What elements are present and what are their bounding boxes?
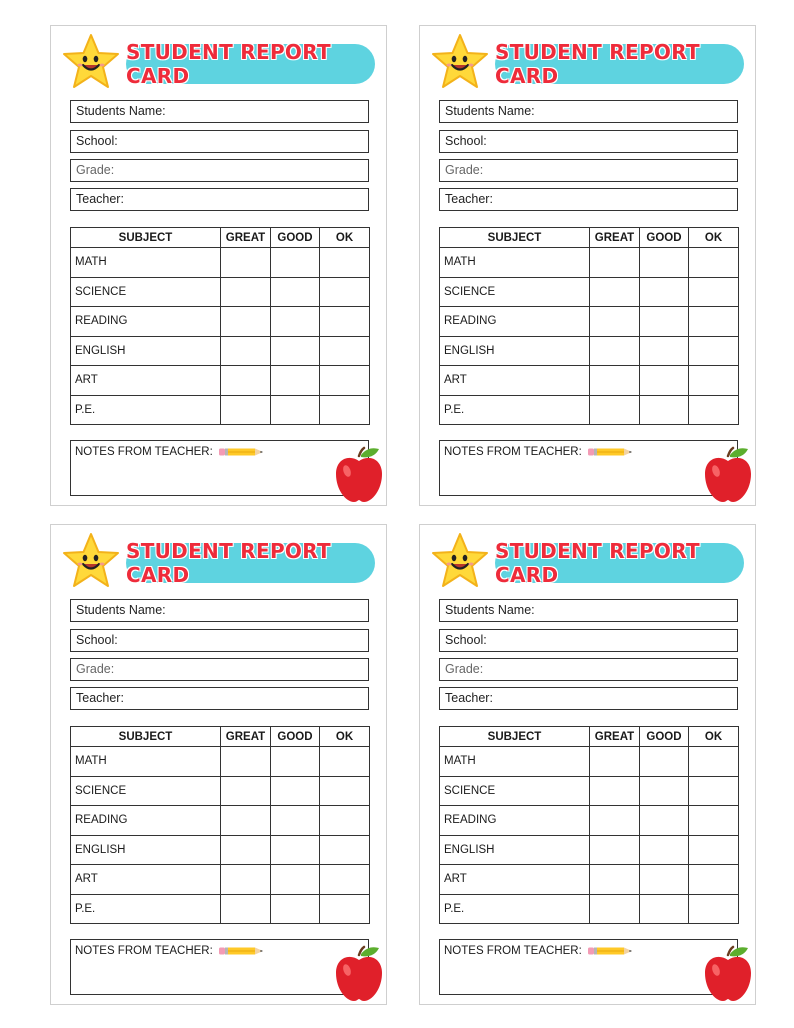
grade-field[interactable]: Grade: (439, 658, 738, 681)
teacher-field[interactable]: Teacher: (70, 188, 369, 211)
report-card-title: STUDENT REPORT CARD (126, 543, 375, 583)
table-row (440, 894, 739, 924)
teacher-field[interactable]: Teacher: (70, 687, 369, 710)
good-cell[interactable] (640, 248, 689, 278)
ok-cell[interactable] (689, 747, 739, 777)
ok-cell[interactable] (320, 307, 370, 337)
students-name-field[interactable]: Students Name: (439, 599, 738, 622)
ok-cell[interactable] (689, 395, 739, 425)
subject-header: SUBJECT (71, 727, 221, 747)
great-cell[interactable] (221, 248, 271, 278)
table-row (440, 366, 739, 396)
ok-cell[interactable] (689, 336, 739, 366)
apple-icon (703, 446, 753, 504)
ok-cell[interactable] (320, 806, 370, 836)
great-cell[interactable] (221, 806, 271, 836)
good-cell[interactable] (640, 865, 689, 895)
great-cell[interactable] (221, 307, 271, 337)
school-field[interactable]: School: (70, 629, 369, 652)
table-row (71, 307, 370, 337)
great-cell[interactable] (221, 366, 271, 396)
great-cell[interactable] (590, 248, 640, 278)
good-cell[interactable] (640, 307, 689, 337)
subject-cell-pe: P.E. (440, 395, 590, 425)
students-name-field[interactable]: Students Name: (70, 599, 369, 622)
subject-cell-art: ART (440, 865, 590, 895)
ok-cell[interactable] (689, 366, 739, 396)
ok-cell[interactable] (320, 835, 370, 865)
apple-icon (334, 446, 384, 504)
ok-cell[interactable] (320, 336, 370, 366)
table-header-row (71, 727, 370, 747)
notes-label: NOTES FROM TEACHER: (75, 945, 213, 957)
pencil-icon (588, 447, 634, 457)
students-name-field[interactable]: Students Name: (70, 100, 369, 123)
good-cell[interactable] (640, 894, 689, 924)
subject-cell-english: ENGLISH (440, 336, 590, 366)
good-cell[interactable] (640, 395, 689, 425)
subject-cell-pe: P.E. (71, 894, 221, 924)
great-cell[interactable] (221, 747, 271, 777)
good-cell[interactable] (640, 747, 689, 777)
ok-cell[interactable] (320, 395, 370, 425)
great-cell[interactable] (590, 894, 640, 924)
pencil-icon (219, 447, 265, 457)
school-field[interactable]: School: (439, 130, 738, 153)
good-cell[interactable] (640, 776, 689, 806)
good-header: GOOD (271, 228, 320, 248)
notes-label: NOTES FROM TEACHER: (444, 446, 582, 458)
great-header: GREAT (221, 228, 271, 248)
ok-header: OK (689, 228, 739, 248)
good-cell[interactable] (640, 277, 689, 307)
table-row (440, 277, 739, 307)
ok-cell[interactable] (689, 307, 739, 337)
great-cell[interactable] (590, 307, 640, 337)
ok-cell[interactable] (320, 366, 370, 396)
great-cell[interactable] (221, 395, 271, 425)
ok-cell[interactable] (689, 277, 739, 307)
table-row (440, 336, 739, 366)
great-cell[interactable] (590, 776, 640, 806)
table-header-row (440, 228, 739, 248)
great-header: GREAT (590, 727, 640, 747)
apple-icon (334, 945, 384, 1003)
teacher-notes-box[interactable] (439, 440, 738, 496)
good-cell[interactable] (271, 865, 320, 895)
subject-header: SUBJECT (440, 228, 590, 248)
great-cell[interactable] (221, 336, 271, 366)
ok-cell[interactable] (320, 248, 370, 278)
subject-cell-math: MATH (440, 248, 590, 278)
subject-cell-math: MATH (71, 747, 221, 777)
notes-label: NOTES FROM TEACHER: (75, 446, 213, 458)
table-row (71, 776, 370, 806)
report-card-title: STUDENT REPORT CARD (495, 543, 744, 583)
subject-header: SUBJECT (440, 727, 590, 747)
good-cell[interactable] (271, 806, 320, 836)
good-cell[interactable] (271, 835, 320, 865)
table-row (71, 366, 370, 396)
smiling-star-icon (430, 531, 490, 591)
report-card-top-left (50, 25, 387, 506)
apple-icon (703, 945, 753, 1003)
good-cell[interactable] (271, 277, 320, 307)
subject-cell-art: ART (440, 366, 590, 396)
table-row (71, 395, 370, 425)
ok-cell[interactable] (320, 776, 370, 806)
subject-cell-art: ART (71, 366, 221, 396)
great-cell[interactable] (590, 336, 640, 366)
table-row (440, 776, 739, 806)
ok-cell[interactable] (689, 248, 739, 278)
students-name-field[interactable]: Students Name: (439, 100, 738, 123)
great-cell[interactable] (221, 776, 271, 806)
subject-cell-reading: READING (71, 307, 221, 337)
pencil-icon (588, 946, 634, 956)
table-row (71, 865, 370, 895)
teacher-notes-box[interactable] (439, 939, 738, 995)
subject-cell-reading: READING (440, 307, 590, 337)
good-cell[interactable] (271, 336, 320, 366)
good-header: GOOD (640, 228, 689, 248)
subject-cell-art: ART (71, 865, 221, 895)
ok-header: OK (320, 228, 370, 248)
table-row (440, 835, 739, 865)
table-row (71, 336, 370, 366)
subject-cell-science: SCIENCE (440, 776, 590, 806)
smiling-star-icon (61, 32, 121, 92)
ok-cell[interactable] (689, 776, 739, 806)
great-header: GREAT (221, 727, 271, 747)
good-cell[interactable] (271, 366, 320, 396)
subject-cell-science: SCIENCE (71, 277, 221, 307)
great-cell[interactable] (221, 894, 271, 924)
good-cell[interactable] (271, 395, 320, 425)
subject-cell-english: ENGLISH (440, 835, 590, 865)
table-row (440, 248, 739, 278)
great-cell[interactable] (590, 865, 640, 895)
ok-cell[interactable] (320, 277, 370, 307)
ok-cell[interactable] (689, 865, 739, 895)
report-card-title: STUDENT REPORT CARD (126, 44, 375, 84)
table-row (71, 806, 370, 836)
ok-cell[interactable] (320, 865, 370, 895)
subject-cell-english: ENGLISH (71, 835, 221, 865)
grade-field[interactable]: Grade: (70, 159, 369, 182)
ok-cell[interactable] (689, 806, 739, 836)
subject-cell-pe: P.E. (440, 894, 590, 924)
table-row (440, 865, 739, 895)
teacher-notes-box[interactable] (70, 939, 369, 995)
subject-cell-math: MATH (71, 248, 221, 278)
notes-label: NOTES FROM TEACHER: (444, 945, 582, 957)
smiling-star-icon (61, 531, 121, 591)
subject-cell-pe: P.E. (71, 395, 221, 425)
teacher-notes-box[interactable] (70, 440, 369, 496)
great-cell[interactable] (590, 277, 640, 307)
great-header: GREAT (590, 228, 640, 248)
grade-field[interactable]: Grade: (70, 658, 369, 681)
smiling-star-icon (430, 32, 490, 92)
teacher-field[interactable]: Teacher: (439, 687, 738, 710)
good-cell[interactable] (271, 248, 320, 278)
subject-cell-science: SCIENCE (440, 277, 590, 307)
table-row (71, 835, 370, 865)
table-row (71, 894, 370, 924)
subject-cell-english: ENGLISH (71, 336, 221, 366)
good-cell[interactable] (640, 336, 689, 366)
great-cell[interactable] (590, 806, 640, 836)
table-row (440, 395, 739, 425)
grades-table (439, 726, 739, 924)
subject-header: SUBJECT (71, 228, 221, 248)
great-cell[interactable] (590, 395, 640, 425)
great-cell[interactable] (221, 277, 271, 307)
report-card-bottom-left (50, 524, 387, 1005)
grades-table (70, 227, 370, 425)
great-cell[interactable] (590, 747, 640, 777)
school-field[interactable]: School: (439, 629, 738, 652)
good-header: GOOD (640, 727, 689, 747)
table-row (440, 806, 739, 836)
good-cell[interactable] (640, 835, 689, 865)
subject-cell-reading: READING (440, 806, 590, 836)
great-cell[interactable] (221, 865, 271, 895)
table-row (440, 307, 739, 337)
pencil-icon (219, 946, 265, 956)
report-card-top-right (419, 25, 756, 506)
ok-cell[interactable] (689, 835, 739, 865)
table-row (440, 747, 739, 777)
table-row (71, 277, 370, 307)
table-row (71, 747, 370, 777)
grades-table (439, 227, 739, 425)
grades-table (70, 726, 370, 924)
good-cell[interactable] (271, 307, 320, 337)
great-cell[interactable] (590, 366, 640, 396)
good-cell[interactable] (271, 776, 320, 806)
report-card-bottom-right (419, 524, 756, 1005)
good-cell[interactable] (640, 806, 689, 836)
subject-cell-science: SCIENCE (71, 776, 221, 806)
good-cell[interactable] (271, 747, 320, 777)
good-header: GOOD (271, 727, 320, 747)
subject-cell-math: MATH (440, 747, 590, 777)
ok-cell[interactable] (320, 894, 370, 924)
good-cell[interactable] (271, 894, 320, 924)
grade-field[interactable]: Grade: (439, 159, 738, 182)
good-cell[interactable] (640, 366, 689, 396)
great-cell[interactable] (221, 835, 271, 865)
ok-header: OK (320, 727, 370, 747)
ok-cell[interactable] (689, 894, 739, 924)
great-cell[interactable] (590, 835, 640, 865)
subject-cell-reading: READING (71, 806, 221, 836)
table-header-row (440, 727, 739, 747)
teacher-field[interactable]: Teacher: (439, 188, 738, 211)
ok-cell[interactable] (320, 747, 370, 777)
ok-header: OK (689, 727, 739, 747)
table-row (71, 248, 370, 278)
report-card-title: STUDENT REPORT CARD (495, 44, 744, 84)
table-header-row (71, 228, 370, 248)
school-field[interactable]: School: (70, 130, 369, 153)
